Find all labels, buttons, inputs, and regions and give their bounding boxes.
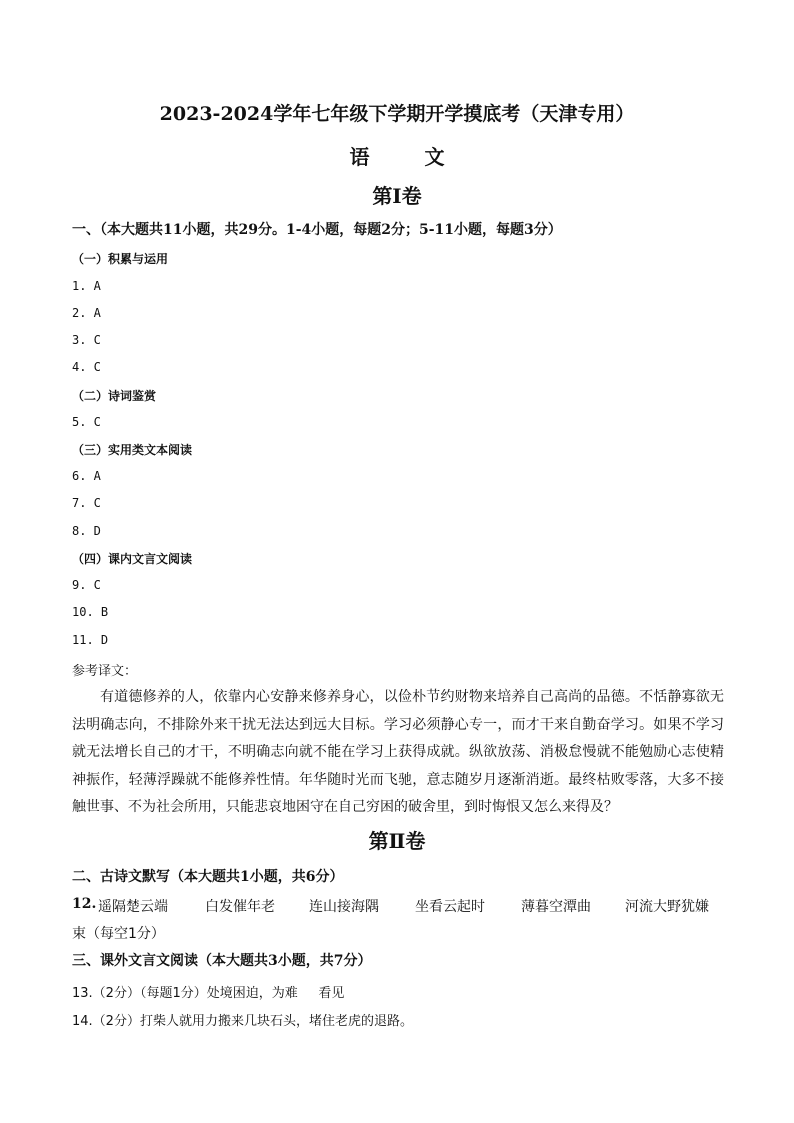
answer-2: 2. A [72,306,101,320]
volume-one-title: 第Ⅰ卷 [372,184,422,208]
q12-blank-5: 薄暮空潭曲 [521,899,591,915]
answer-11: 11. D [72,633,109,647]
answer-3: 3. C [72,333,101,347]
q12-blank-4: 坐看云起时 [415,899,485,915]
q12-blank-6: 河流大野犹嫌 [625,899,709,915]
q12-answer-row [72,896,724,916]
q12-tail: 束（每空1分） [72,926,165,942]
q12-blank-1: 遥隔楚云端 [98,899,168,915]
subsection-heading: （一）积累与运用 [72,252,169,266]
subject-title: 语 文 [349,145,469,169]
answer-6: 6. A [72,469,101,483]
answer-5: 5. C [72,415,101,429]
part-one-heading: 一、（本大题共11小题，共29分。1-4小题，每题2分；5-11小题，每题3分） [72,222,562,238]
answer-4: 4. C [72,360,101,374]
exam-title: 2023-2024学年七年级下学期开学摸底考（天津专用） [159,103,635,125]
part-two-heading: 二、古诗文默写（本大题共1小题，共6分） [72,869,344,885]
volume-two-title: 第Ⅱ卷 [368,829,426,853]
translation-label: 参考译文： [72,664,138,679]
q12-blank-3: 连山接海隅 [309,899,379,915]
q12-blank-2: 白发催年老 [205,899,275,915]
subsection-heading: （三）实用类文本阅读 [72,443,193,457]
answer-14: 14.（2分）打柴人就用力搬来几块石头，堵住老虎的退路。 [72,1014,413,1029]
answer-1: 1. A [72,279,101,293]
answer-8: 8. D [72,524,101,538]
answer-13: 13.（2分）（每题1分）处境困迫，为难 看见 [72,986,345,1001]
q12-number: 12. [72,896,97,912]
subsection-heading: （二）诗词鉴赏 [72,389,157,403]
subsection-heading: （四）课内文言文阅读 [72,552,193,566]
translation-paragraph: 有道德修养的人，依靠内心安静来修养身心，以俭朴节约财物来培养自己高尚的品德。不恬静寡欲无法明确志向，不排除外来干扰无法达到远大目标。学习必须静心专一，而才干来自勤奋学习。如果不学习就无法增长自己的才干，不明确志向就不能在学习上获得成就。纵欲放荡、消极怠慢就不能勉励心志使精神振作，轻薄浮躁就不能修养性情。年华随时光而飞驰，意志随岁月逐渐消逝。最终枯败零落，大多不接触世事、不为社会所用，只能悲哀地困守在自己穷困的破舍里，到时悔恨又怎么来得及？ [72,689,724,815]
answer-7: 7. C [72,496,101,510]
answer-9: 9. C [72,578,101,592]
answer-10: 10. B [72,605,109,619]
part-three-heading: 三、课外文言文阅读（本大题共3小题，共7分） [72,953,372,969]
